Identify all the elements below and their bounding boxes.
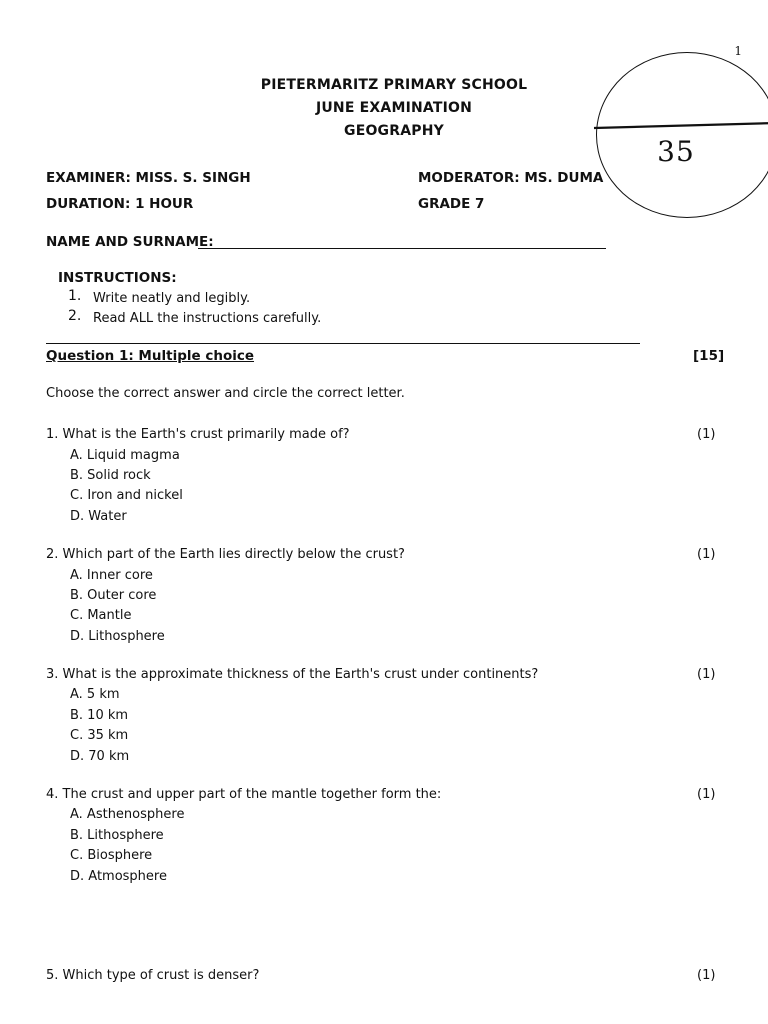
answer-option[interactable]: D. Atmosphere: [70, 869, 167, 884]
answer-option[interactable]: B. Solid rock: [70, 468, 151, 483]
question-mark: (1): [697, 968, 716, 983]
section-title: Question 1: Multiple choice: [46, 348, 255, 364]
answer-option[interactable]: D. Lithosphere: [70, 629, 165, 644]
name-label: NAME AND SURNAME:: [46, 234, 214, 250]
exam-title: JUNE EXAMINATION: [315, 100, 473, 116]
school-name: PIETERMARITZ PRIMARY SCHOOL: [260, 77, 528, 93]
answer-option[interactable]: A. 5 km: [70, 687, 120, 702]
score-divider-line: [590, 118, 768, 134]
section-divider: [46, 343, 640, 344]
question-mark: (1): [697, 547, 716, 562]
question-mark: (1): [697, 787, 716, 802]
question-text: 2. Which part of the Earth lies directly below the crust?: [46, 547, 405, 562]
duration-label: DURATION: 1 HOUR: [46, 196, 194, 212]
instructions-heading: INSTRUCTIONS:: [58, 270, 177, 286]
answer-option[interactable]: B. Lithosphere: [70, 828, 164, 843]
question-mark: (1): [697, 427, 716, 442]
answer-option[interactable]: C. 35 km: [70, 728, 129, 743]
question-text: 5. Which type of crust is denser?: [46, 968, 260, 983]
question-text: 4. The crust and upper part of the mantle together form the:: [46, 787, 442, 802]
question-text: 1. What is the Earth's crust primarily made of?: [46, 427, 350, 442]
answer-option[interactable]: A. Liquid magma: [70, 448, 180, 463]
instruction-number: 2.: [68, 308, 82, 324]
answer-option[interactable]: D. 70 km: [70, 749, 130, 764]
answer-option[interactable]: C. Iron and nickel: [70, 488, 183, 503]
moderator-label: MODERATOR: MS. DUMA: [418, 170, 604, 186]
instruction-text: Write neatly and legibly.: [93, 291, 251, 306]
subject-title: GEOGRAPHY: [344, 123, 444, 139]
page-number: 1: [734, 44, 742, 58]
instruction-number: 1.: [68, 288, 82, 304]
answer-option[interactable]: B. Outer core: [70, 588, 157, 603]
section-total: [15]: [693, 348, 725, 364]
answer-option[interactable]: C. Mantle: [70, 608, 132, 623]
grade-label: GRADE 7: [418, 196, 485, 212]
instruction-text: Read ALL the instructions carefully.: [93, 311, 322, 326]
answer-option[interactable]: D. Water: [70, 509, 127, 524]
question-text: 3. What is the approximate thickness of the Earth's crust under continents?: [46, 667, 539, 682]
answer-option[interactable]: A. Asthenosphere: [70, 807, 185, 822]
section-direction: Choose the correct answer and circle the correct letter.: [46, 386, 405, 401]
question-mark: (1): [697, 667, 716, 682]
name-input-line[interactable]: [198, 248, 606, 249]
answer-option[interactable]: C. Biosphere: [70, 848, 153, 863]
answer-option[interactable]: A. Inner core: [70, 568, 153, 583]
answer-option[interactable]: B. 10 km: [70, 708, 129, 723]
examiner-label: EXAMINER: MISS. S. SINGH: [46, 170, 251, 186]
score-total: 35: [657, 135, 695, 168]
